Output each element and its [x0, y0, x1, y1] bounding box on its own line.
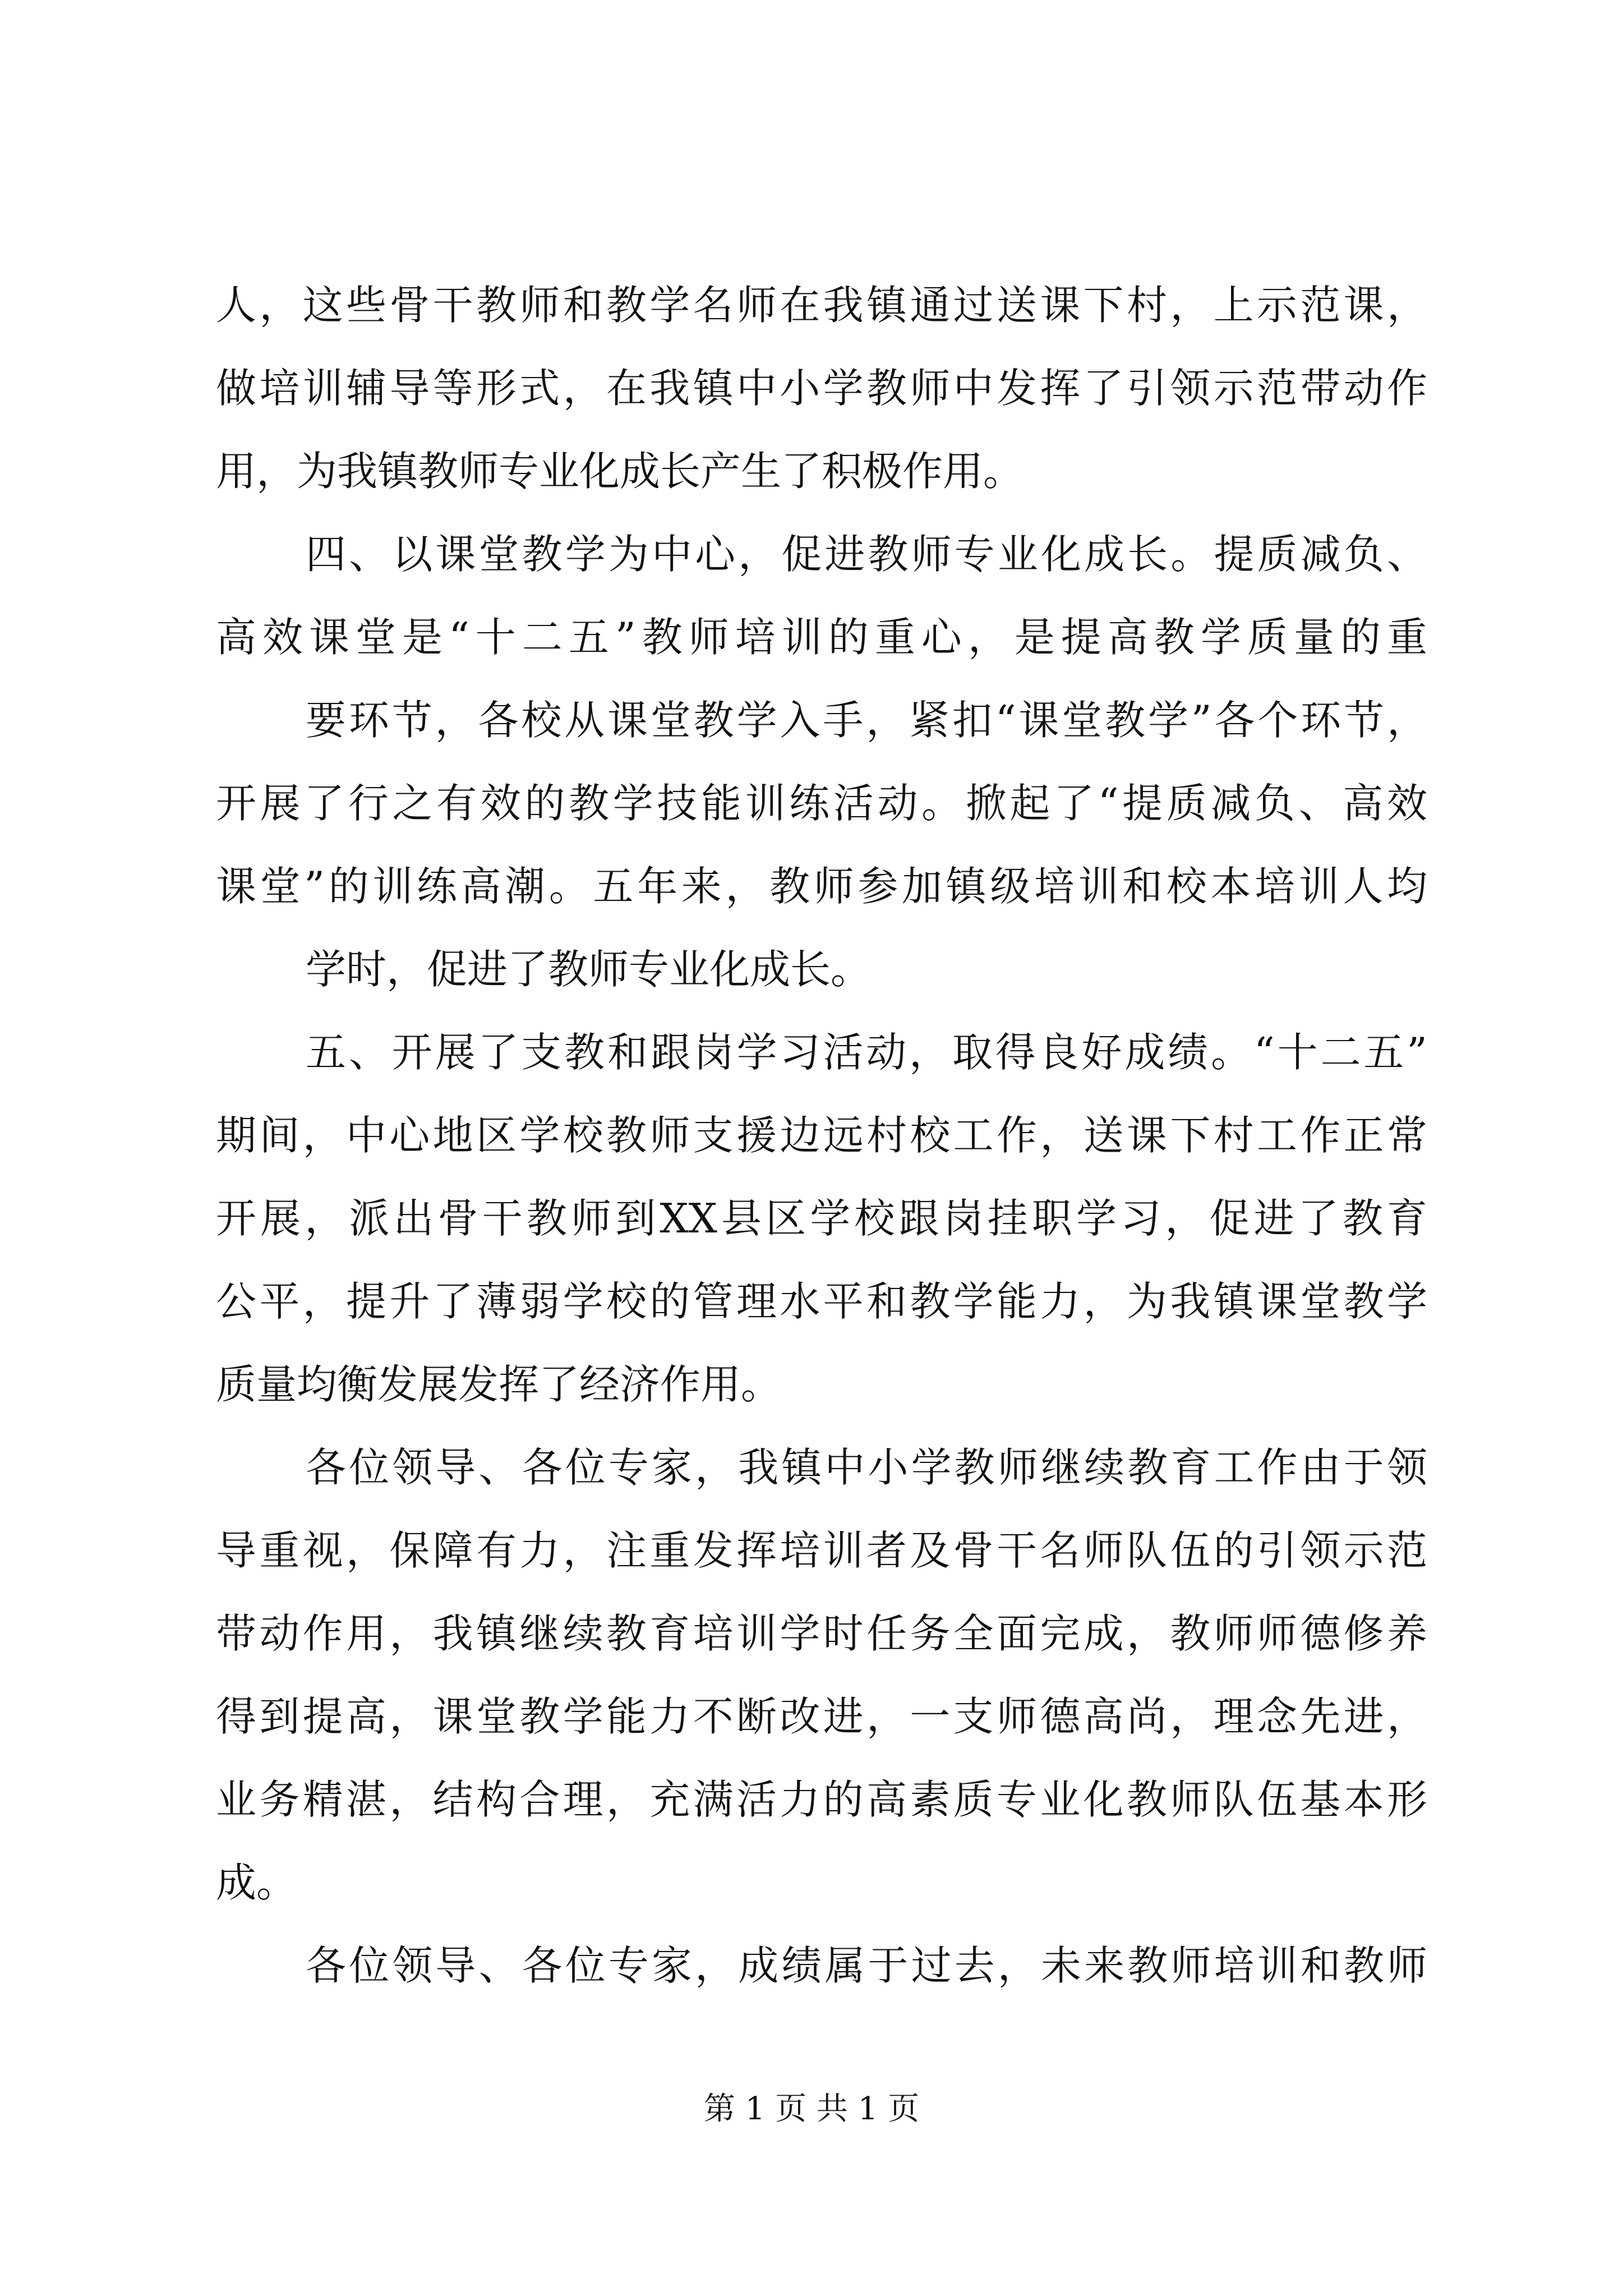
text-line: 质量均衡发展发挥了经济作用。	[216, 1361, 782, 1408]
text-line: 成。	[216, 1859, 297, 1906]
text-line: 用，为我镇教师专业化成长产生了积极作用。	[216, 448, 1024, 495]
text-line: 要环节，各校从课堂教学入手，紧扣“课堂教学”各个环节，	[306, 697, 1427, 744]
text-line: 课堂”的训练高潮。五年来，教师参加镇级培训和校本培训人均	[216, 863, 1427, 910]
text-line: 得到提高，课堂教学能力不断改进，一支师德高尚，理念先进，	[216, 1693, 1427, 1740]
text-line: 学时，促进了教师专业化成长。	[306, 946, 872, 993]
text-line: 人，这些骨干教师和教学名师在我镇通过送课下村，上示范课，	[216, 282, 1427, 329]
text-line: 五、开展了支教和跟岗学习活动，取得良好成绩。“十二五”	[306, 1029, 1427, 1076]
text-line: 期间，中心地区学校教师支援边远村校工作，送课下村工作正常	[216, 1112, 1427, 1159]
page-footer: 第 1 页 共 1 页	[703, 2091, 920, 2127]
text-line: 业务精湛，结构合理，充满活力的高素质专业化教师队伍基本形	[216, 1776, 1427, 1823]
text-line: 各位领导、各位专家，成绩属于过去，未来教师培训和教师	[306, 1942, 1427, 1989]
text-line: 公平，提升了薄弱学校的管理水平和教学能力，为我镇课堂教学	[216, 1278, 1427, 1325]
text-line: 四、以课堂教学为中心，促进教师专业化成长。提质减负、	[306, 531, 1427, 578]
text-line: 开展，派出骨干教师到XX县区学校跟岗挂职学习，促进了教育	[216, 1195, 1427, 1242]
body-text	[216, 264, 1427, 2007]
text-line: 做培训辅导等形式，在我镇中小学教师中发挥了引领示范带动作	[216, 365, 1427, 412]
text-line: 各位领导、各位专家，我镇中小学教师继续教育工作由于领	[306, 1444, 1427, 1491]
text-line: 带动作用，我镇继续教育培训学时任务全面完成，教师师德修养	[216, 1610, 1427, 1657]
text-line: 开展了行之有效的教学技能训练活动。掀起了“提质减负、高效	[216, 780, 1427, 827]
text-line: 高效课堂是“十二五”教师培训的重心，是提高教学质量的重	[216, 614, 1427, 661]
text-line: 导重视，保障有力，注重发挥培训者及骨干名师队伍的引领示范	[216, 1527, 1427, 1574]
